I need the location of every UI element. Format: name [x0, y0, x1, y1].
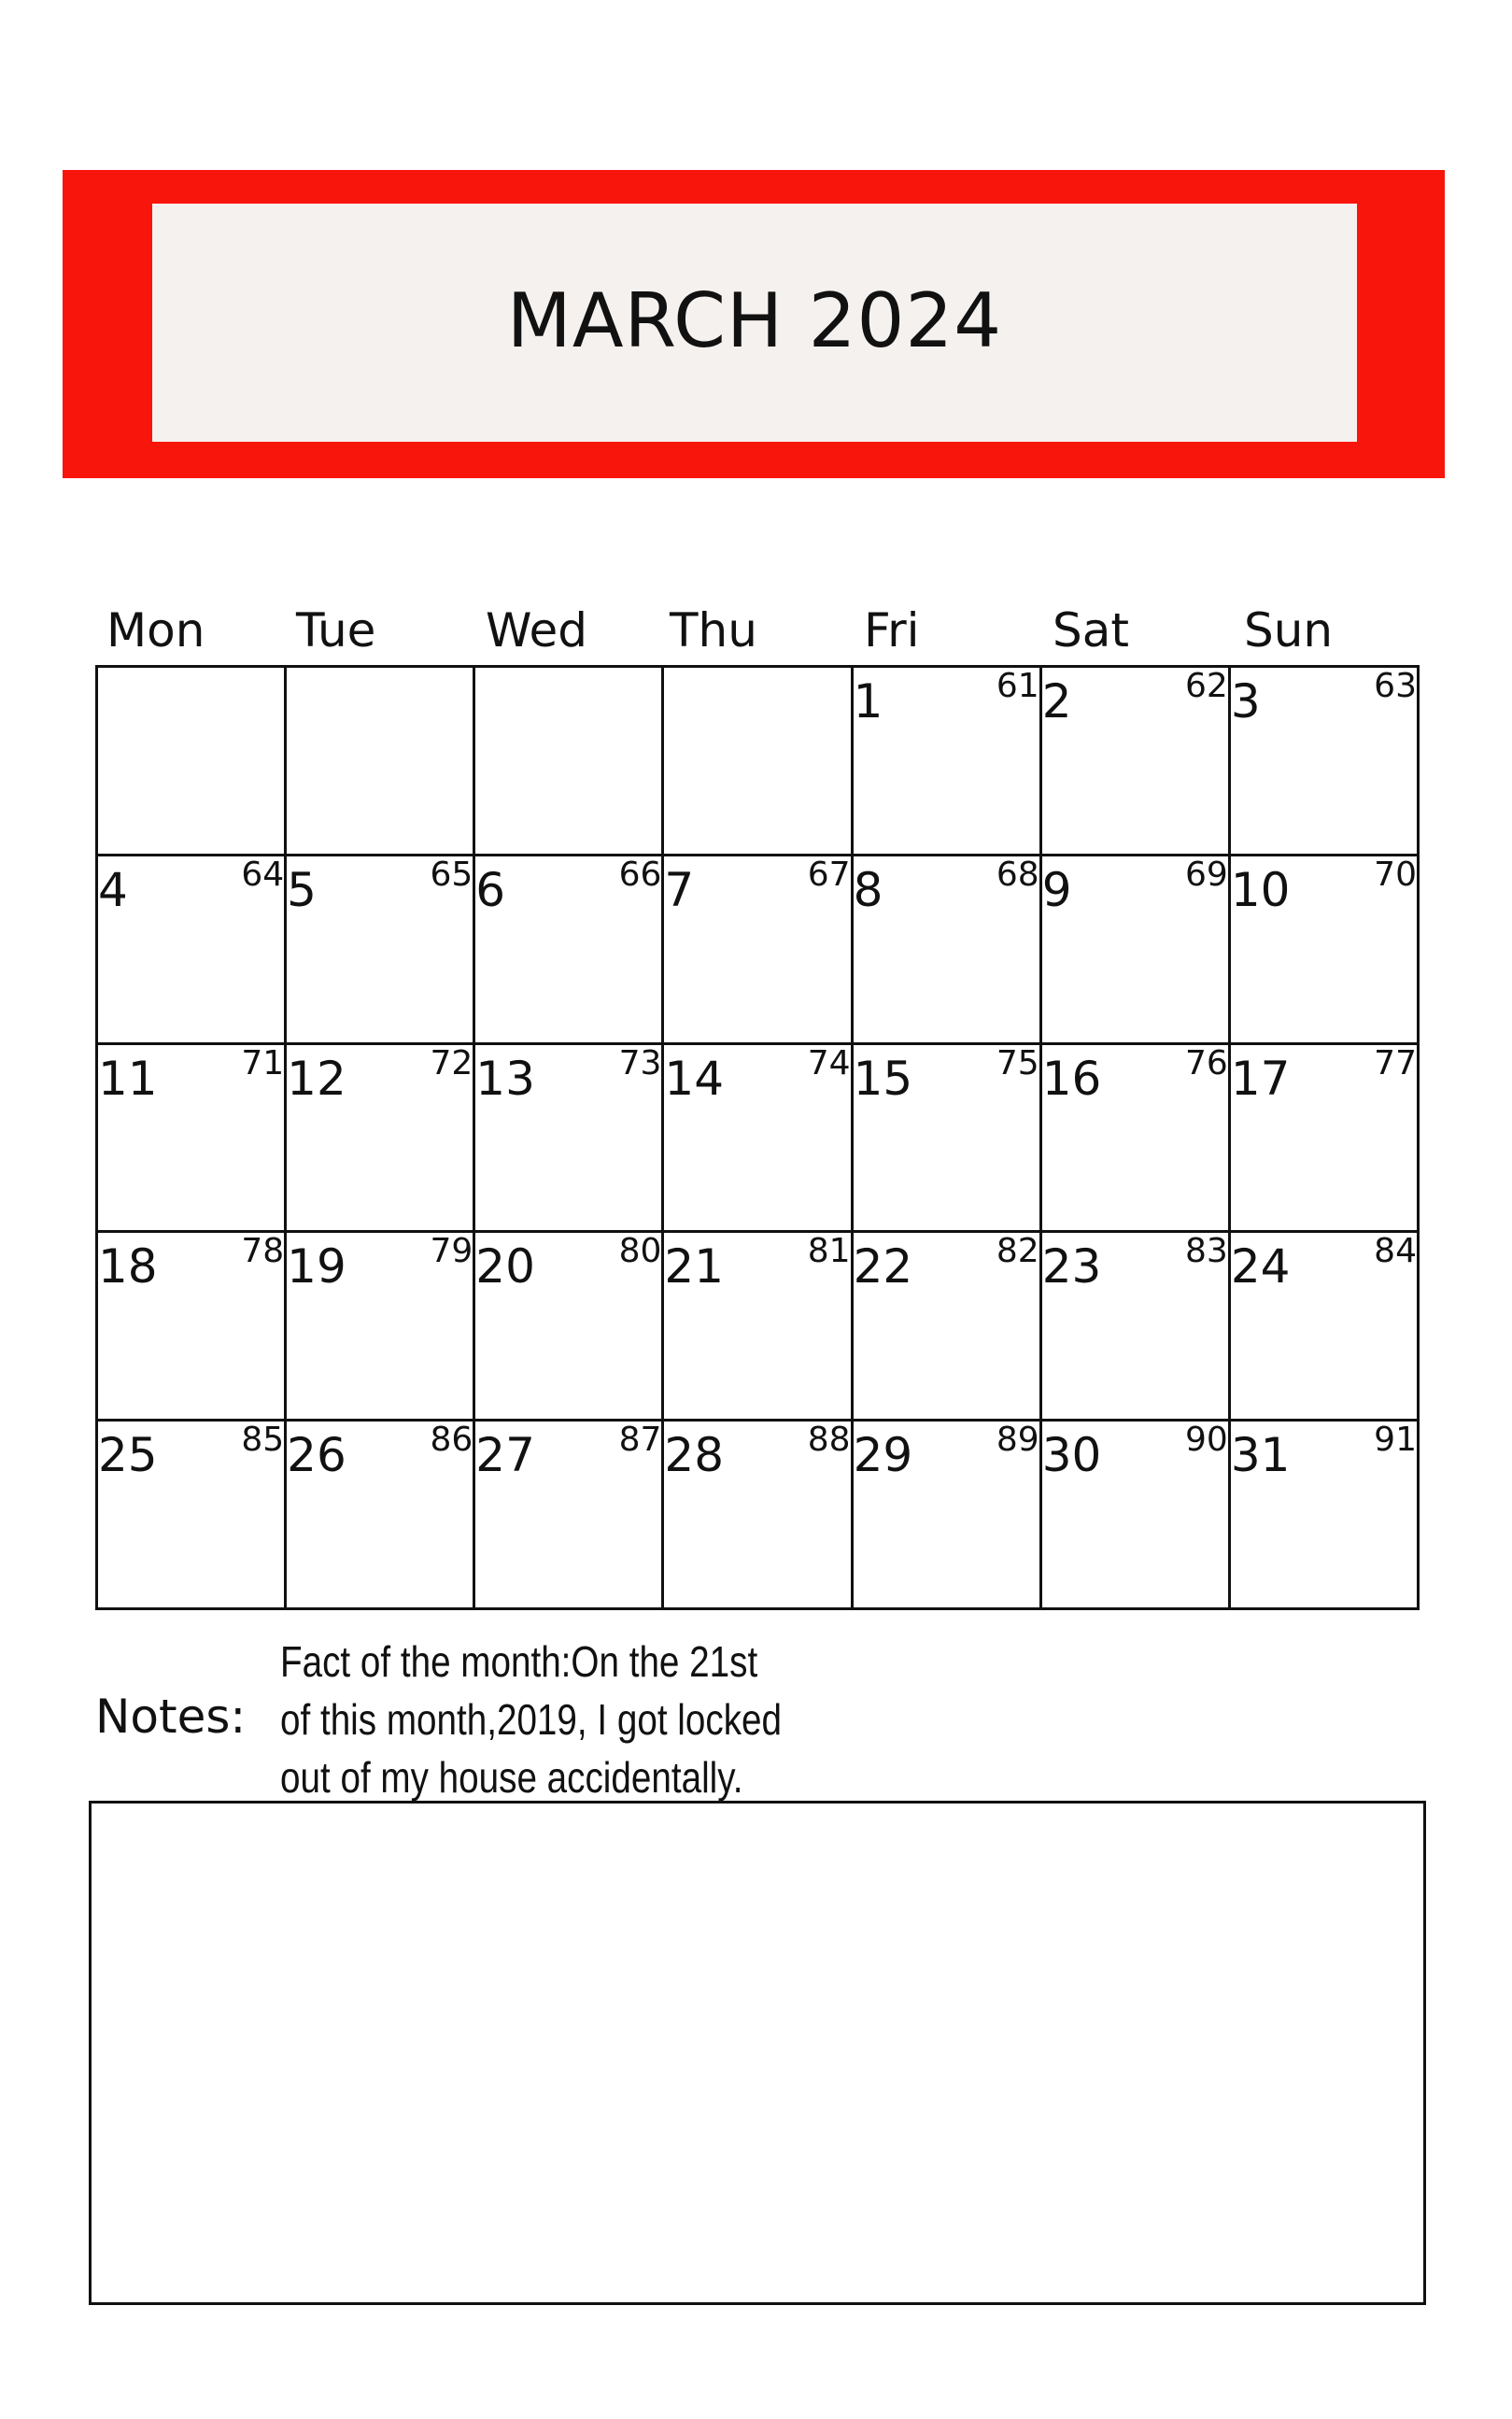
day-cell[interactable] [1231, 1233, 1420, 1422]
day-cell[interactable] [1231, 1422, 1420, 1610]
day-of-year: 71 [241, 1043, 285, 1082]
day-of-year: 75 [996, 1043, 1039, 1082]
day-number: 26 [287, 1428, 346, 1483]
day-of-year: 89 [996, 1421, 1039, 1460]
day-cell[interactable] [1042, 668, 1231, 856]
day-cell[interactable] [98, 668, 287, 856]
day-of-year: 70 [1374, 855, 1417, 894]
day-cell[interactable] [287, 1233, 475, 1422]
header-band [63, 170, 1445, 478]
day-of-year: 86 [430, 1421, 473, 1460]
weekday-thu: Thu [670, 603, 757, 658]
day-cell[interactable] [664, 856, 853, 1045]
day-number: 24 [1230, 1239, 1291, 1294]
day-of-year: 77 [1374, 1043, 1417, 1082]
notes-box[interactable] [89, 1801, 1426, 2305]
day-cell[interactable] [287, 1045, 475, 1234]
day-number: 29 [853, 1428, 913, 1483]
day-cell[interactable] [287, 1422, 475, 1610]
day-of-year: 66 [618, 855, 662, 894]
day-of-year: 62 [1185, 667, 1228, 705]
day-of-year: 91 [1374, 1421, 1417, 1460]
day-cell[interactable] [287, 668, 475, 856]
day-cell[interactable] [1042, 1422, 1231, 1610]
day-number: 25 [98, 1428, 158, 1483]
weekday-wed: Wed [486, 603, 588, 658]
weekday-sat: Sat [1053, 603, 1129, 658]
day-number: 18 [98, 1239, 158, 1294]
day-of-year: 81 [807, 1232, 851, 1271]
day-cell[interactable] [98, 1233, 287, 1422]
day-cell[interactable] [664, 668, 853, 856]
day-number: 12 [287, 1051, 346, 1106]
day-of-year: 78 [241, 1232, 285, 1271]
fact-line: out of my house accidentally. [280, 1753, 743, 1802]
day-cell[interactable] [1042, 1233, 1231, 1422]
day-cell[interactable] [98, 1045, 287, 1234]
day-cell[interactable] [854, 1045, 1042, 1234]
day-cell[interactable] [475, 1045, 664, 1234]
weekday-mon: Mon [106, 603, 205, 658]
day-cell[interactable] [1042, 856, 1231, 1045]
day-cell[interactable] [475, 1422, 664, 1610]
day-number: 27 [475, 1428, 535, 1483]
day-of-year: 87 [618, 1421, 662, 1460]
day-number: 4 [98, 862, 128, 917]
day-number: 2 [1041, 674, 1072, 729]
day-cell[interactable] [1042, 1045, 1231, 1234]
notes-label: Notes: [95, 1690, 247, 1744]
day-of-year: 67 [807, 855, 851, 894]
day-of-year: 79 [430, 1232, 473, 1271]
day-cell[interactable] [475, 1233, 664, 1422]
day-of-year: 73 [618, 1043, 662, 1082]
day-number: 23 [1041, 1239, 1102, 1294]
day-cell[interactable] [854, 1422, 1042, 1610]
day-cell[interactable] [98, 1422, 287, 1610]
day-number: 11 [98, 1051, 158, 1106]
fact-line: Fact of the month:On the 21st [280, 1637, 758, 1686]
day-number: 13 [475, 1051, 535, 1106]
day-cell[interactable] [475, 856, 664, 1045]
fact-of-the-month [280, 1633, 783, 1806]
weekday-tue: Tue [296, 603, 376, 658]
day-of-year: 72 [430, 1043, 473, 1082]
day-number: 16 [1041, 1051, 1102, 1106]
day-number: 30 [1041, 1428, 1102, 1483]
day-number: 9 [1041, 862, 1072, 917]
day-cell[interactable] [664, 1422, 853, 1610]
day-number: 14 [664, 1051, 725, 1106]
day-cell[interactable] [664, 1233, 853, 1422]
day-cell[interactable] [1231, 856, 1420, 1045]
weekday-header-row [95, 602, 1420, 658]
day-number: 3 [1230, 674, 1261, 729]
day-number: 10 [1230, 862, 1291, 917]
day-of-year: 82 [996, 1232, 1039, 1271]
day-number: 5 [287, 862, 317, 917]
day-number: 7 [664, 862, 695, 917]
day-number: 1 [853, 674, 883, 729]
day-cell[interactable] [854, 1233, 1042, 1422]
fact-line: of this month,2019, I got locked [280, 1695, 783, 1744]
day-cell[interactable] [98, 856, 287, 1045]
day-of-year: 63 [1374, 667, 1417, 705]
day-of-year: 64 [241, 855, 285, 894]
day-cell[interactable] [664, 1045, 853, 1234]
day-number: 31 [1230, 1428, 1291, 1483]
weekday-sun: Sun [1244, 603, 1334, 658]
day-number: 21 [664, 1239, 725, 1294]
day-of-year: 69 [1185, 855, 1228, 894]
day-number: 8 [853, 862, 883, 917]
day-of-year: 80 [618, 1232, 662, 1271]
day-number: 19 [287, 1239, 346, 1294]
month-title: MARCH 2024 [506, 277, 1003, 364]
day-of-year: 83 [1185, 1232, 1228, 1271]
day-cell[interactable] [1231, 668, 1420, 856]
day-number: 20 [475, 1239, 535, 1294]
day-of-year: 65 [430, 855, 473, 894]
day-of-year: 74 [807, 1043, 851, 1082]
day-cell[interactable] [475, 668, 664, 856]
day-number: 22 [853, 1239, 913, 1294]
day-number: 15 [853, 1051, 913, 1106]
day-of-year: 90 [1185, 1421, 1228, 1460]
day-cell[interactable] [854, 856, 1042, 1045]
calendar-grid [95, 665, 1420, 1610]
day-of-year: 76 [1185, 1043, 1228, 1082]
day-of-year: 85 [241, 1421, 285, 1460]
weekday-fri: Fri [864, 603, 920, 658]
day-cell[interactable] [854, 668, 1042, 856]
day-of-year: 84 [1374, 1232, 1417, 1271]
day-cell[interactable] [1231, 1045, 1420, 1234]
day-of-year: 68 [996, 855, 1039, 894]
header-panel [152, 204, 1357, 442]
day-of-year: 61 [996, 667, 1039, 705]
day-cell[interactable] [287, 856, 475, 1045]
day-of-year: 88 [807, 1421, 851, 1460]
day-number: 28 [664, 1428, 725, 1483]
day-number: 17 [1230, 1051, 1291, 1106]
day-number: 6 [475, 862, 506, 917]
